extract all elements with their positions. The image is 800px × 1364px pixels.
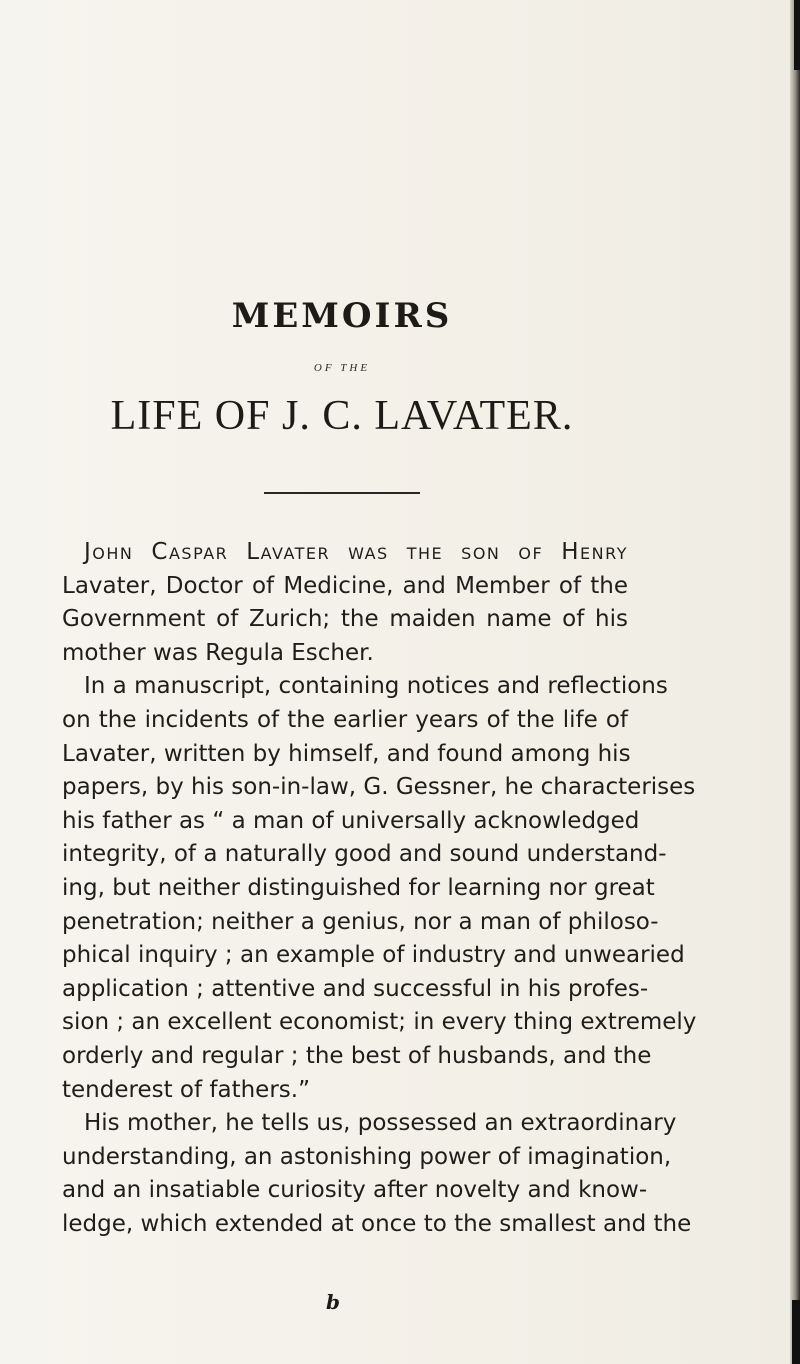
text-line: his father as “ a man of universally acknowledged [62, 807, 640, 834]
heading-divider [264, 492, 420, 494]
text-line: mother was Regula Escher. [62, 639, 374, 666]
signature-mark: b [326, 1290, 340, 1314]
text-line: papers, by his son-in-law, G. Gessner, he characterises [62, 774, 696, 801]
text-line: In a manuscript, containing notices and reflections [84, 673, 668, 700]
text-line: orderly and regular ; the best of husbands, and the [62, 1042, 652, 1069]
text-line: application ; attentive and successful in his profes- [62, 975, 649, 1002]
text-line: Lavater, written by himself, and found among his [62, 740, 631, 767]
text-line: and an insatiable curiosity after novelty and know- [62, 1177, 648, 1204]
page-edge-mark-bottom [792, 1300, 800, 1364]
heading-memoirs: MEMOIRS [231, 296, 453, 336]
text-line: Government of Zurich; the maiden name of his [62, 606, 628, 633]
text-line: tenderest of fathers.” [62, 1076, 310, 1103]
text-line: phical inquiry ; an example of industry and unwearied [62, 942, 685, 969]
page-edge-mark-top [794, 0, 800, 70]
text-line: integrity, of a naturally good and sound understand- [62, 841, 667, 868]
text-line: John Caspar Lavater was the son of Henry [84, 539, 628, 565]
text-line: His mother, he tells us, possessed an extraordinary [84, 1110, 677, 1137]
text-line: on the incidents of the earlier years of the life of [62, 706, 628, 733]
text-line: penetration; neither a genius, nor a man of philoso- [62, 908, 659, 935]
text-line: Lavater, Doctor of Medicine, and Member of the [62, 572, 628, 599]
heading-of-the: OF THE [313, 362, 371, 374]
body-text [62, 536, 697, 1241]
text-line: sion ; an excellent economist; in every thing extremely [62, 1009, 697, 1036]
text-line: ing, but neither distinguished for learning nor great [62, 874, 655, 901]
page-edge-shadow [790, 0, 800, 1364]
text-line: ledge, which extended at once to the smallest and the [62, 1210, 692, 1237]
heading-life-of-lavater: LIFE OF J. C. LAVATER. [110, 393, 574, 439]
text-line: understanding, an astonishing power of imagination, [62, 1143, 672, 1170]
